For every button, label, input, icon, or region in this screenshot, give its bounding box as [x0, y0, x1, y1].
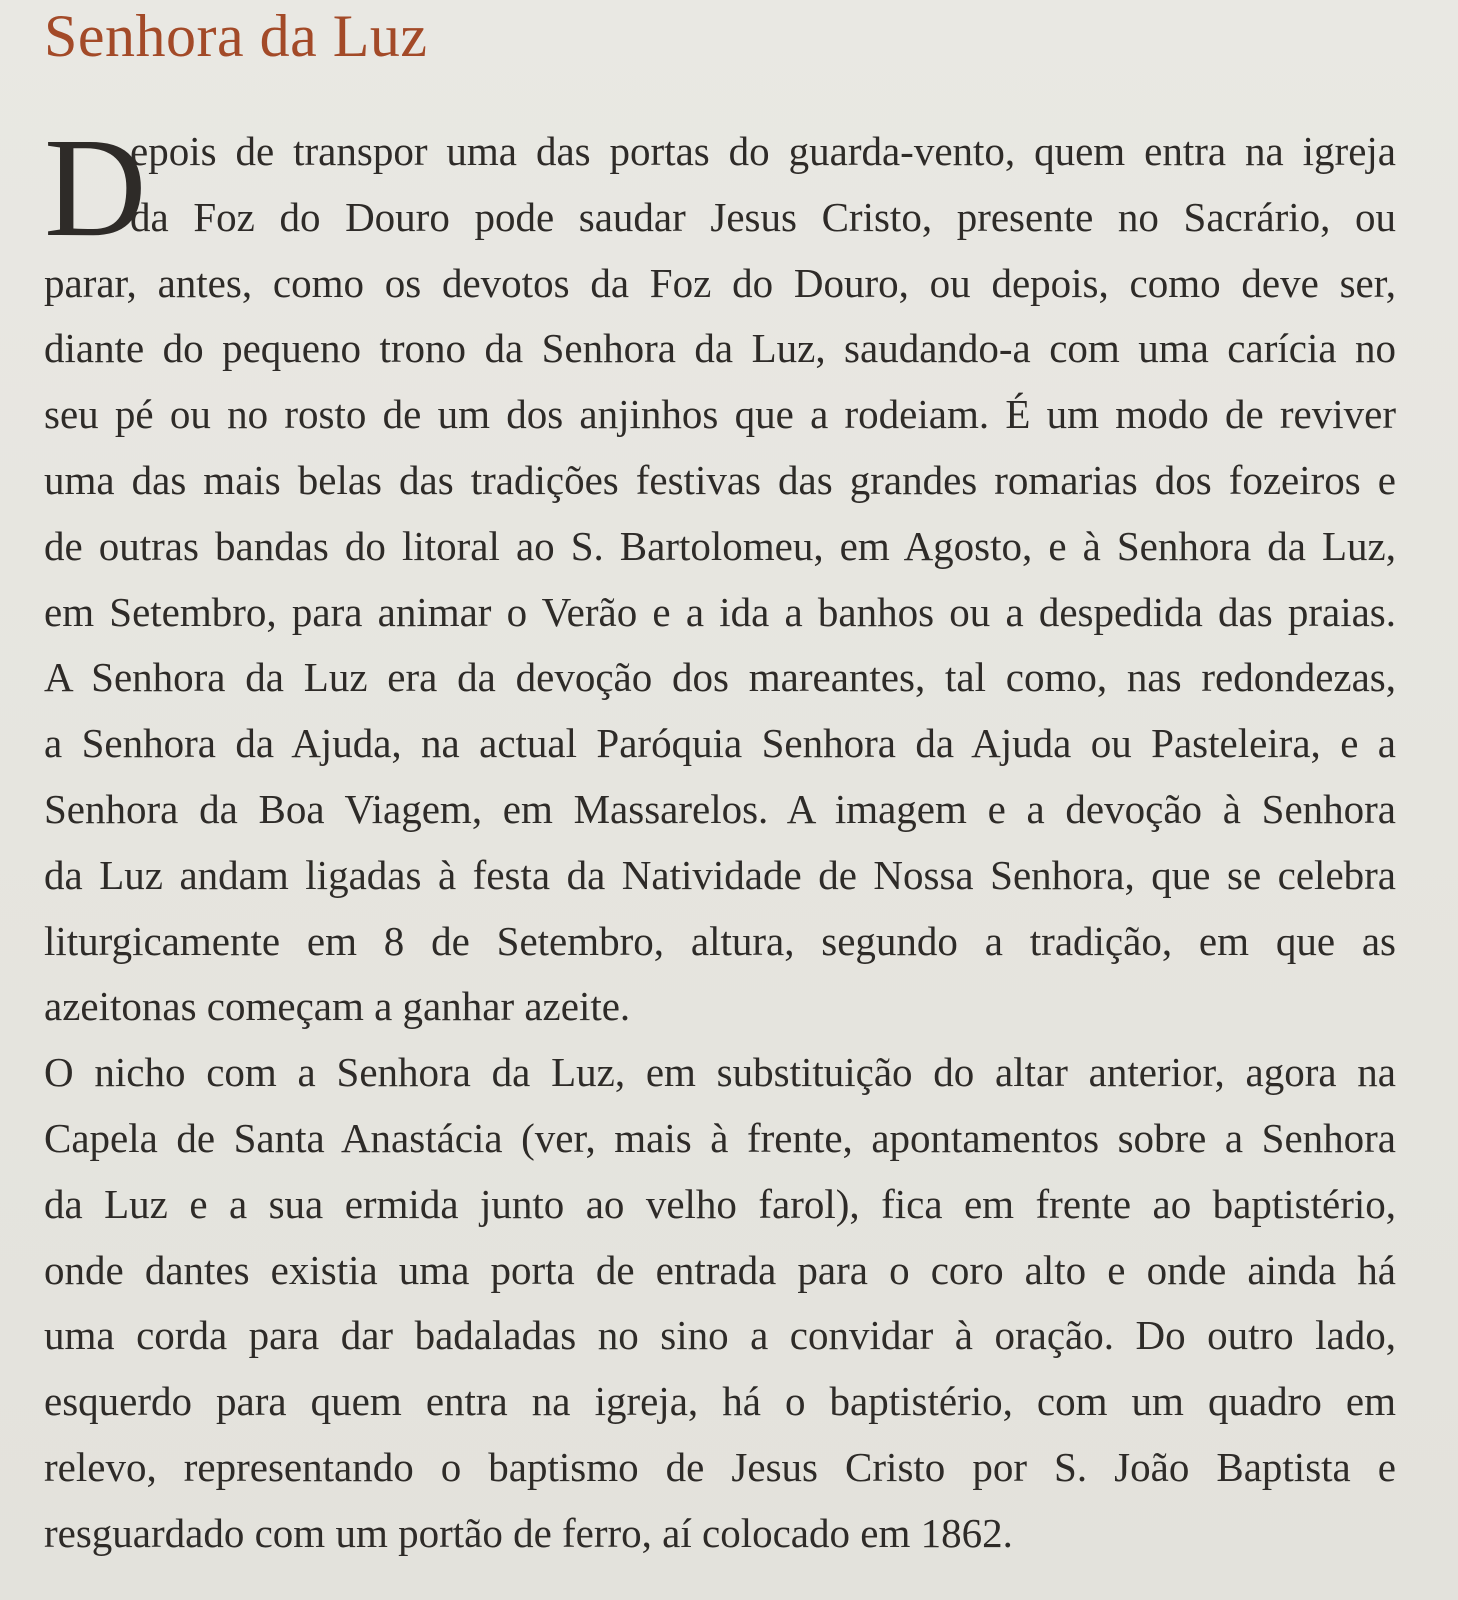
text-line: onde dantes existia uma porta de entrada para o coro alto e onde ainda há [44, 1246, 1396, 1293]
text-line: da Foz do Douro pode saudar Jesus Cristo, presente no Sacrário, ou [130, 193, 1396, 240]
text-line: da Luz andam ligadas à festa da Natividade de Nossa Senhora, que se celebra [44, 851, 1396, 898]
text-line: uma das mais belas das tradições festivas das grandes romarias dos fozeiros e [44, 456, 1396, 503]
page-title: Senhora da Luz [44, 3, 428, 69]
text-line: relevo, representando o baptismo de Jesus Cristo por S. João Baptista e [44, 1443, 1396, 1490]
text-line: diante do pequeno trono da Senhora da Luz, saudando-a com uma carícia no [44, 325, 1396, 372]
text-line: azeitonas começam a ganhar azeite. [44, 983, 631, 1030]
text-line: esquerdo para quem entra na igreja, há o baptistério, com um quadro em [44, 1378, 1396, 1425]
text-line: Senhora da Boa Viagem, em Massarelos. A imagem e a devoção à Senhora [44, 785, 1396, 832]
text-line: A Senhora da Luz era da devoção dos mareantes, tal como, nas redondezas, [44, 654, 1396, 701]
text-line: Capela de Santa Anastácia (ver, mais à frente, apontamentos sobre a Senhora [44, 1114, 1396, 1161]
text-line: de outras bandas do litoral ao S. Bartolomeu, em Agosto, e à Senhora da Luz, [44, 522, 1396, 569]
drop-cap: D [44, 108, 147, 266]
text-line: resguardado com um portão de ferro, aí colocado em 1862. [44, 1509, 1013, 1556]
text-line: a Senhora da Ajuda, na actual Paróquia Senhora da Ajuda ou Pasteleira, e a [44, 720, 1396, 767]
text-line: uma corda para dar badaladas no sino a convidar à oração. Do outro lado, [44, 1312, 1396, 1359]
text-line: em Setembro, para animar o Verão e a ida a banhos ou a despedida das praias. [44, 588, 1396, 635]
text-line: da Luz e a sua ermida junto ao velho farol), fica em frente ao baptistério, [44, 1180, 1396, 1227]
text-line: epois de transpor uma das portas do guarda-vento, quem entra na igreja [130, 128, 1396, 174]
body-text [44, 119, 1396, 1567]
text-line: liturgicamente em 8 de Setembro, altura, segundo a tradição, em que as [44, 917, 1396, 964]
text-line: seu pé ou no rosto de um dos anjinhos que a rodeiam. É um modo de reviver [44, 391, 1396, 438]
text-line: O nicho com a Senhora da Luz, em substituição do altar anterior, agora na [44, 1049, 1396, 1096]
text-line: parar, antes, como os devotos da Foz do Douro, ou depois, como deve ser, [44, 259, 1396, 306]
